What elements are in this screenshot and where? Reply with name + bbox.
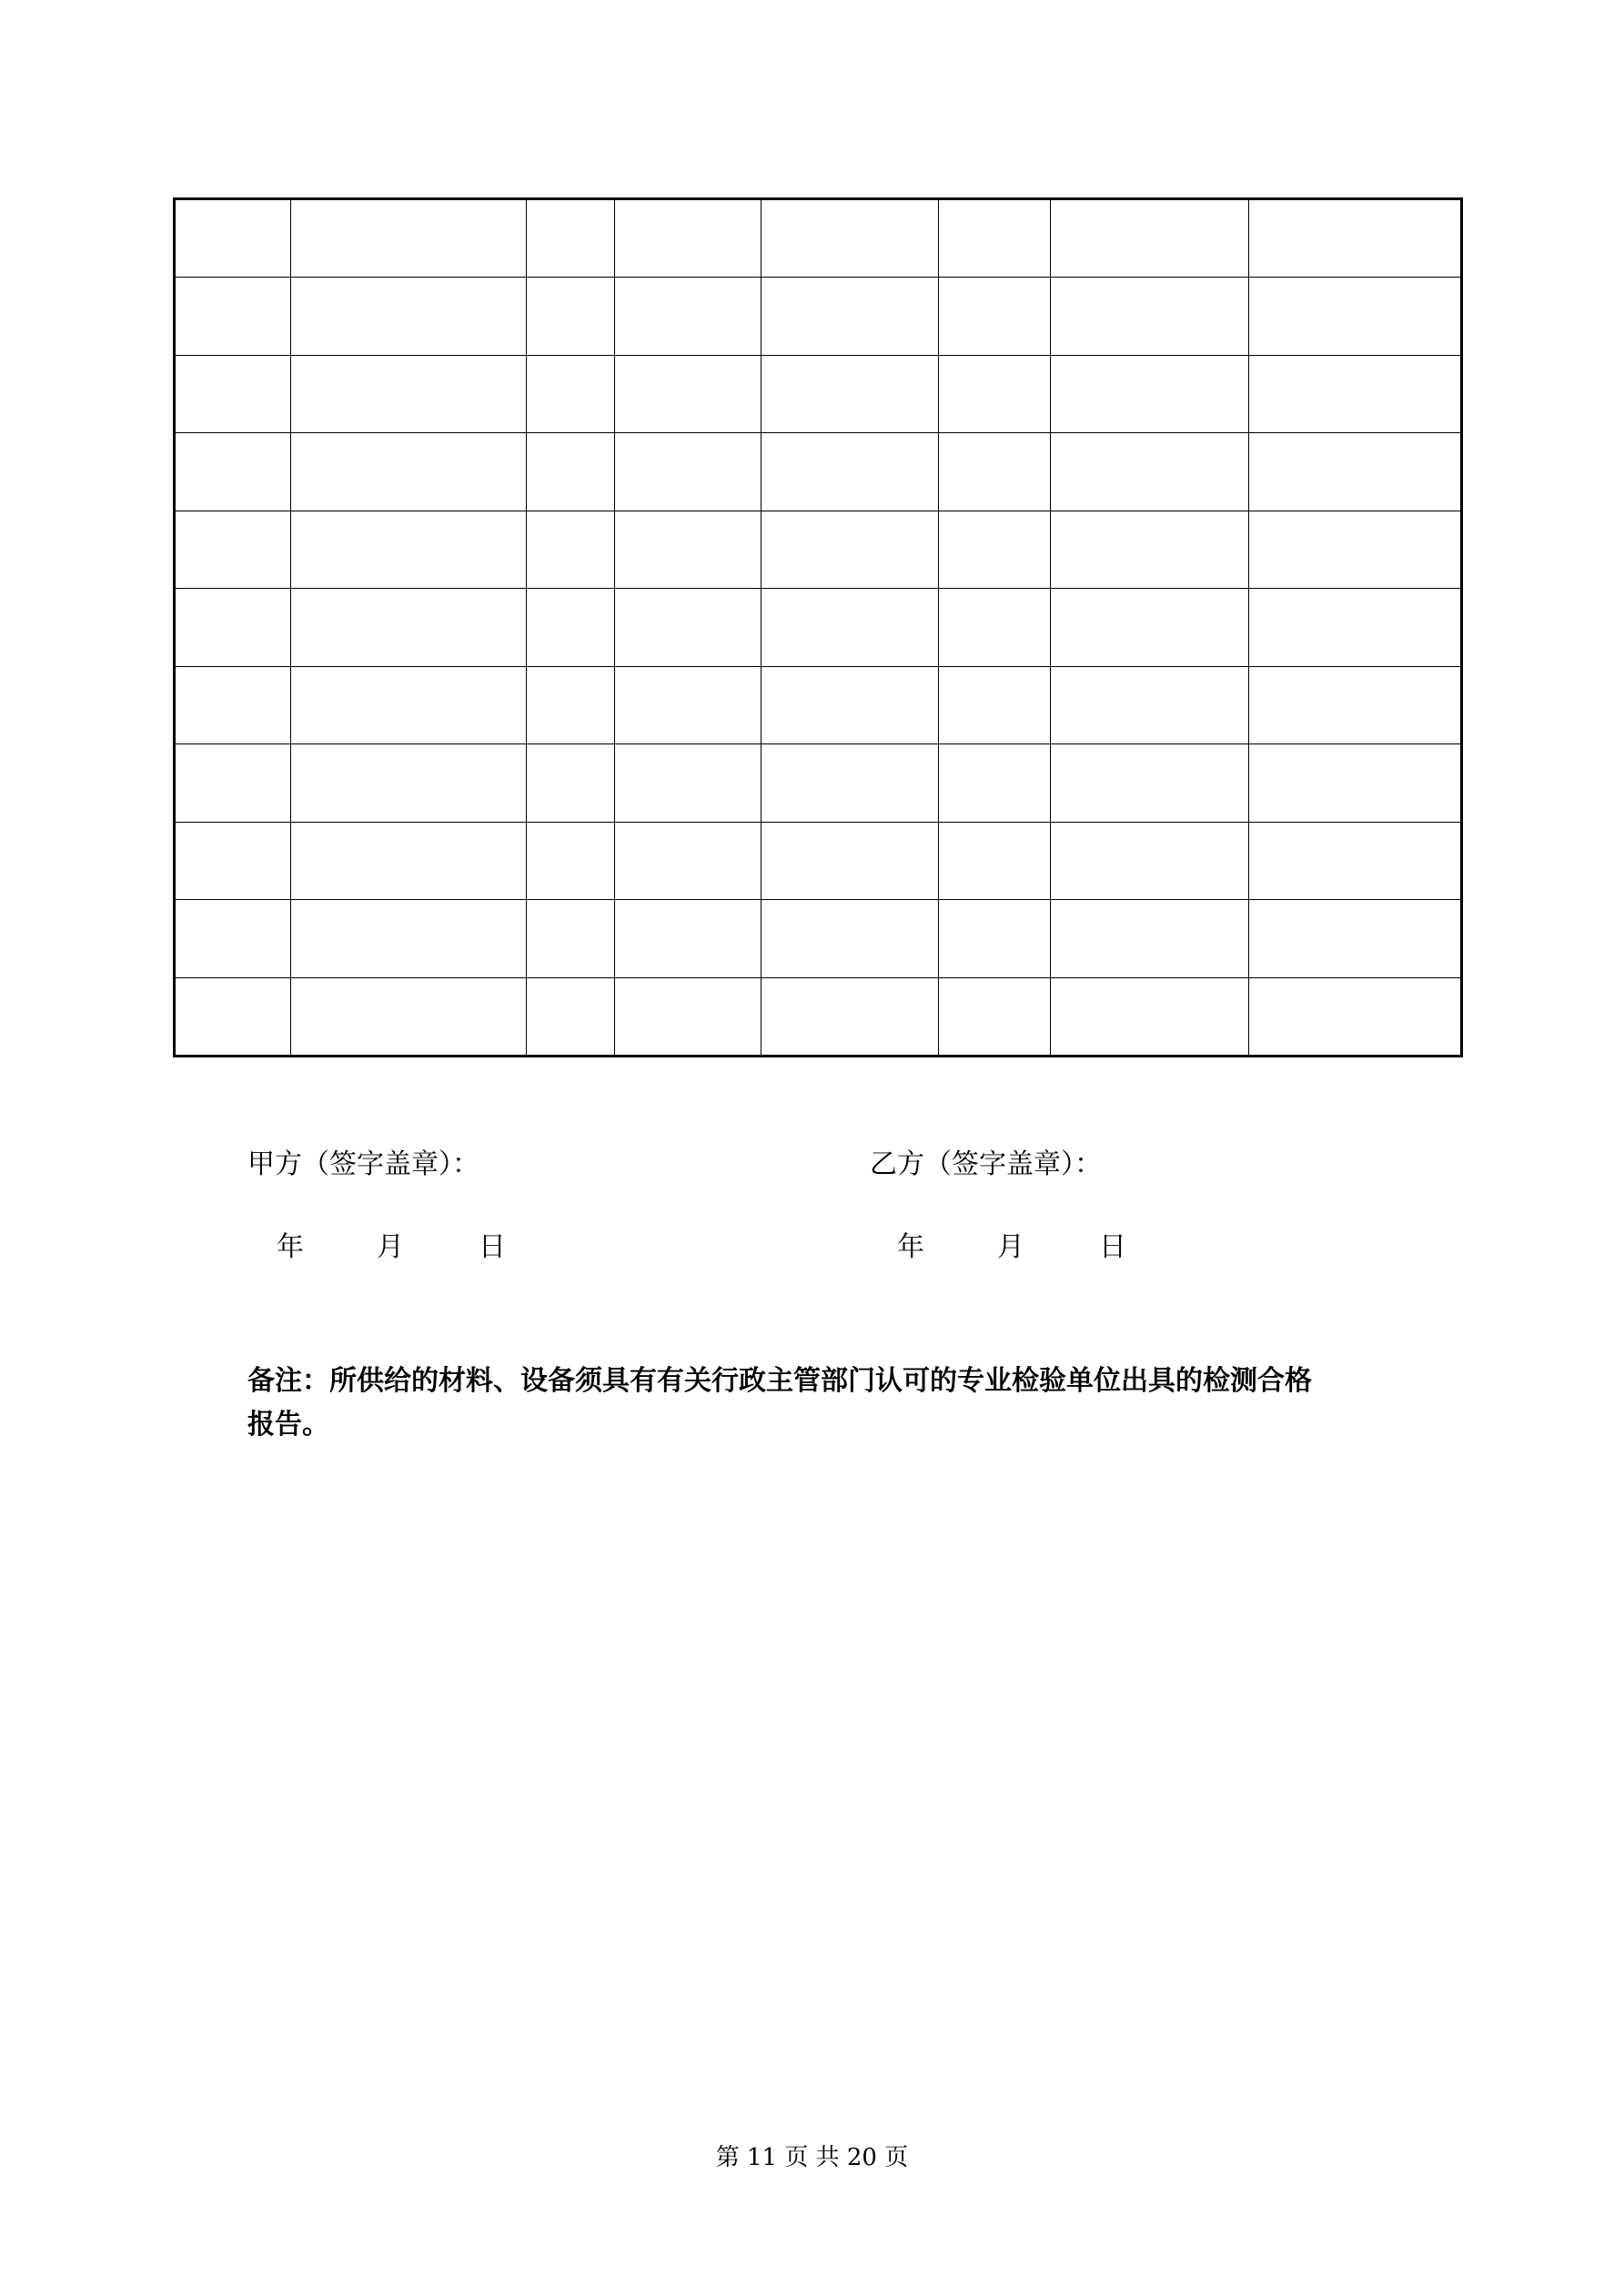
table-cell (527, 666, 615, 743)
table-cell (1051, 822, 1249, 899)
table-cell (762, 589, 939, 666)
party-b-date-year: 年 (897, 1231, 924, 1263)
table-cell (939, 433, 1051, 511)
table-cell (175, 511, 291, 588)
table-cell (1249, 822, 1462, 899)
table-cell (762, 199, 939, 278)
table-cell (175, 433, 291, 511)
table-cell (175, 278, 291, 355)
table-cell (1051, 900, 1249, 977)
table-cell (762, 355, 939, 432)
table-cell (615, 744, 762, 822)
table-cell (291, 977, 527, 1056)
table-cell (615, 666, 762, 743)
table-cell (527, 433, 615, 511)
table-cell (1051, 666, 1249, 743)
table-cell (615, 977, 762, 1056)
table-row (175, 666, 1462, 743)
table-row (175, 589, 1462, 666)
table-cell (939, 900, 1051, 977)
table-cell (615, 199, 762, 278)
table-cell (1249, 278, 1462, 355)
table-cell (1051, 355, 1249, 432)
table-cell (291, 355, 527, 432)
party-a-date-year: 年 (277, 1231, 304, 1263)
table-cell (291, 199, 527, 278)
table-cell (1051, 744, 1249, 822)
table-row (175, 977, 1462, 1056)
table-cell (1249, 589, 1462, 666)
table-cell (175, 744, 291, 822)
table-cell (175, 666, 291, 743)
table-cell (762, 511, 939, 588)
table-cell (527, 744, 615, 822)
table-cell (1249, 355, 1462, 432)
table-cell (1249, 977, 1462, 1056)
table-cell (527, 278, 615, 355)
table-cell (939, 511, 1051, 588)
party-b-date-day: 日 (1099, 1231, 1126, 1263)
table-cell (939, 199, 1051, 278)
table-cell (291, 666, 527, 743)
table-cell (1249, 433, 1462, 511)
table-cell (1051, 977, 1249, 1056)
table-cell (939, 666, 1051, 743)
table-cell (175, 355, 291, 432)
table-cell (175, 199, 291, 278)
table-cell (175, 977, 291, 1056)
table-cell (1249, 900, 1462, 977)
table-cell (939, 822, 1051, 899)
table-cell (762, 744, 939, 822)
table-row (175, 822, 1462, 899)
table-cell (291, 822, 527, 899)
table-cell (762, 278, 939, 355)
table-cell (175, 589, 291, 666)
table-cell (762, 900, 939, 977)
table-cell (762, 822, 939, 899)
table-cell (527, 589, 615, 666)
party-a-date-day: 日 (479, 1231, 506, 1263)
table-cell (291, 511, 527, 588)
table-cell (762, 433, 939, 511)
table-cell (291, 900, 527, 977)
table-cell (291, 278, 527, 355)
table-cell (939, 977, 1051, 1056)
table-cell (1051, 278, 1249, 355)
table-cell (615, 822, 762, 899)
table-cell (615, 433, 762, 511)
table-cell (615, 900, 762, 977)
party-b-date-month: 月 (997, 1231, 1024, 1263)
table-row (175, 199, 1462, 278)
table-cell (939, 355, 1051, 432)
table-row (175, 900, 1462, 977)
table-cell (291, 433, 527, 511)
table-cell (615, 589, 762, 666)
party-a-date-month: 月 (377, 1231, 404, 1263)
table-row (175, 433, 1462, 511)
table-row (175, 744, 1462, 822)
table-cell (1051, 199, 1249, 278)
page-number-footer: 第 11 页 共 20 页 (715, 2144, 909, 2171)
table-cell (615, 511, 762, 588)
table-cell (527, 822, 615, 899)
table-body (175, 199, 1462, 1057)
party-b-signature-label: 乙方（签字盖章）： (870, 1148, 1102, 1180)
table-cell (1249, 666, 1462, 743)
table-cell (175, 822, 291, 899)
party-a-signature-label: 甲方（签字盖章）： (247, 1148, 479, 1180)
table-cell (939, 278, 1051, 355)
table-cell (527, 900, 615, 977)
table-cell (527, 511, 615, 588)
blank-materials-table (173, 197, 1463, 1057)
table-row (175, 511, 1462, 588)
table-cell (939, 589, 1051, 666)
remark-note (247, 1360, 1412, 1447)
table-cell (615, 278, 762, 355)
table-cell (615, 355, 762, 432)
table-cell (762, 977, 939, 1056)
table-cell (527, 977, 615, 1056)
table-cell (291, 744, 527, 822)
table-cell (527, 199, 615, 278)
table-cell (1051, 511, 1249, 588)
table-cell (1249, 744, 1462, 822)
table-cell (1051, 433, 1249, 511)
remark-line-2: 报告。 (247, 1409, 329, 1441)
table-cell (939, 744, 1051, 822)
remark-line-1: 备注：所供给的材料、设备须具有有关行政主管部门认可的专业检验单位出具的检测合格 (247, 1365, 1312, 1397)
table-row (175, 355, 1462, 432)
table-row (175, 278, 1462, 355)
table-cell (527, 355, 615, 432)
table-cell (762, 666, 939, 743)
table-cell (175, 900, 291, 977)
table-cell (1051, 589, 1249, 666)
table-cell (1249, 199, 1462, 278)
table-cell (291, 589, 527, 666)
table-cell (1249, 511, 1462, 588)
